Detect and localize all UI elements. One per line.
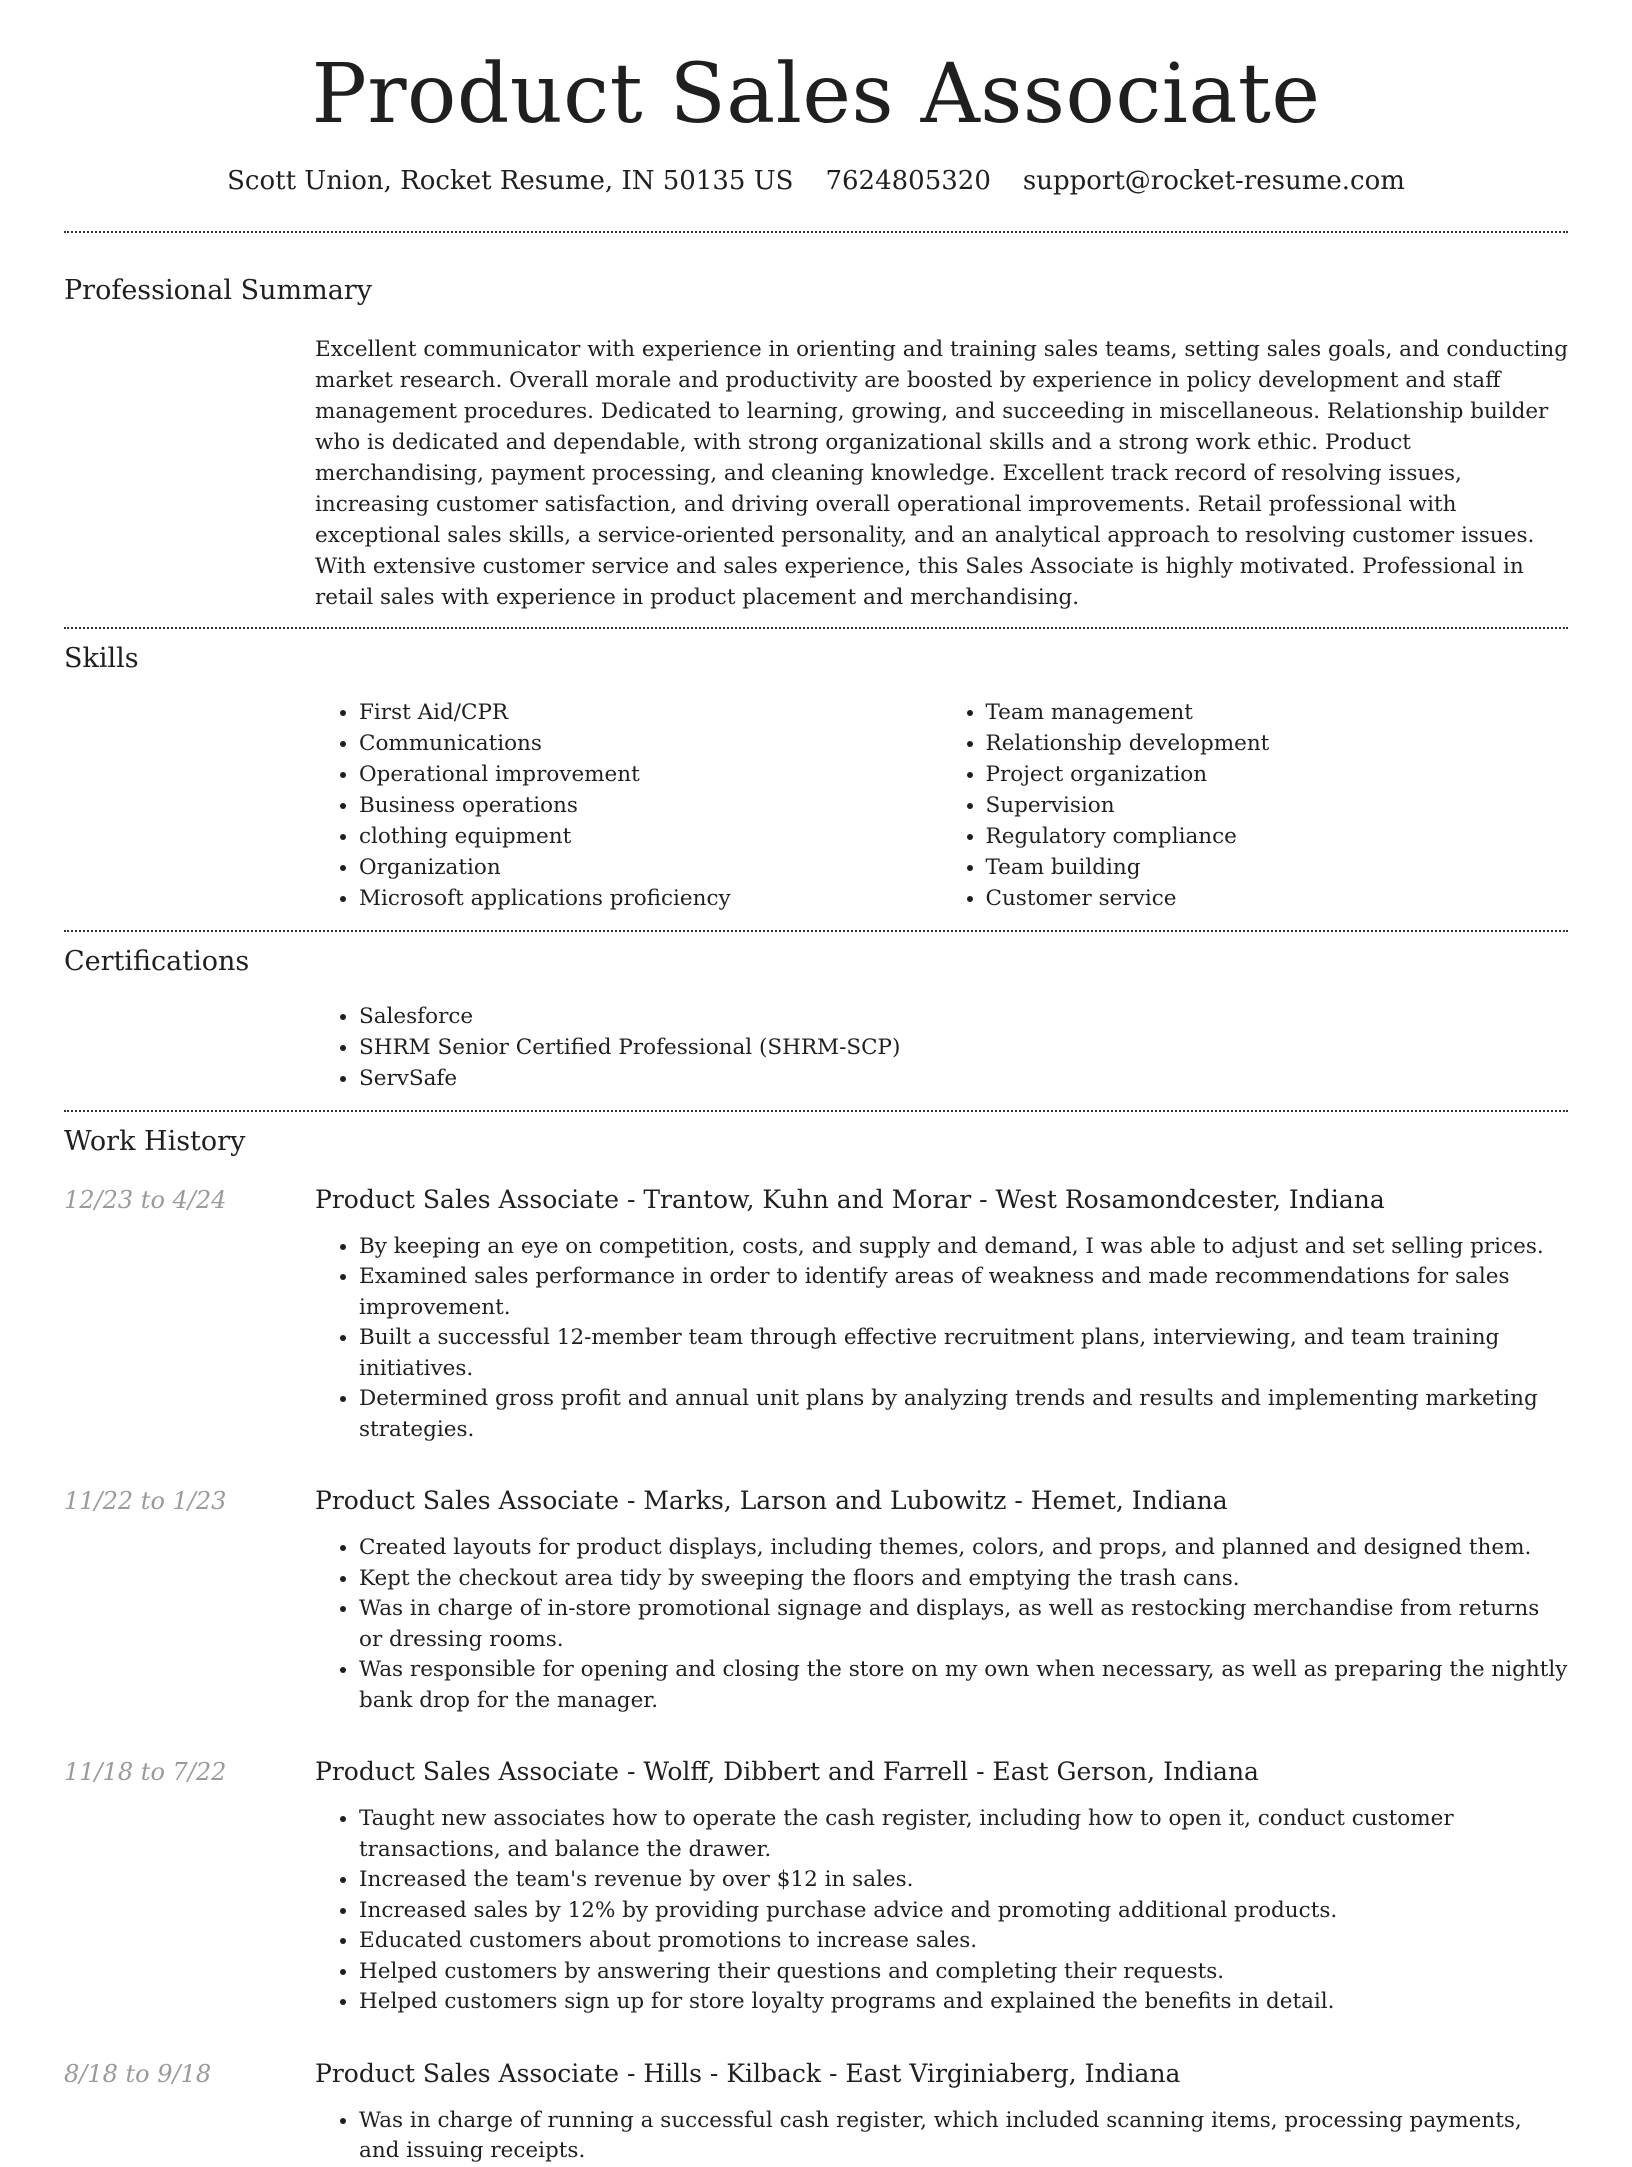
skills-section — [64, 629, 1568, 930]
work-history-title: Work History — [64, 1125, 246, 1157]
summary-section — [64, 233, 1568, 626]
job-bullet: • Taught new associates how to operate the cash register, including how to open it, conduct customer transactions, and balance the drawer. — [359, 1804, 1568, 1865]
skill-item: • Relationship development — [986, 728, 1569, 759]
skill-item: • Operational improvement — [359, 759, 942, 790]
resume-header — [64, 0, 1568, 197]
job-bullet: • Educated customers about promotions to increase sales. — [359, 1926, 1568, 1957]
skills-right-list — [942, 697, 1569, 914]
summary-text: Excellent communicator with experience in orienting and training sales teams, setting sales goals, and conducting market research. Overall morale and productivity are boosted by experience in policy development and staff management procedures. Dedicated to learning, growing, and succeeding in miscellaneous. Relationship builder who is dedicated and dependable, with strong organizational skills and a strong work ethic. Product merchandising, payment processing, and cleaning knowledge. Excellent track record of resolving issues, increasing customer satisfaction, and driving overall operational improvements. Retail professional with exceptional sales skills, a service-oriented personality, and an analytical approach to resolving customer issues. With extensive customer service and sales experience, this Sales Associate is highly motivated. Professional in retail sales with experience in product placement and merchandising. — [315, 336, 1568, 610]
job-entry — [64, 1485, 1568, 1716]
work-history-section — [64, 1112, 1568, 2167]
job-bullet: • Was in charge of in-store promotional signage and displays, as well as restocking merchandise from returns or dressing rooms. — [359, 1594, 1568, 1655]
certifications-title: Certifications — [64, 946, 250, 978]
job-bullets — [315, 1804, 1568, 2018]
job-dates: 11/22 to 1/23 — [64, 1487, 227, 1516]
job-bullet: • Built a successful 12-member team through effective recruitment plans, interviewing, and team training initiatives. — [359, 1323, 1568, 1384]
job-details — [315, 1184, 1568, 1446]
job-title: Product Sales Associate - Wolff, Dibbert and Farrell - East Gerson, Indiana — [315, 1757, 1259, 1787]
job-details — [315, 2058, 1568, 2167]
skill-item: • Team building — [986, 852, 1569, 883]
job-bullet: • Determined gross profit and annual unit plans by analyzing trends and results and implementing marketing strategies. — [359, 1384, 1568, 1445]
contact-address: Scott Union, Rocket Resume, IN 50135 US — [227, 166, 794, 197]
skill-item: • Team management — [986, 697, 1569, 728]
skill-item: • Regulatory compliance — [986, 821, 1569, 852]
contact-line — [64, 166, 1568, 197]
skill-item: • Organization — [359, 852, 942, 883]
job-dates: 11/18 to 7/22 — [64, 1758, 227, 1787]
job-dates: 8/18 to 9/18 — [64, 2059, 212, 2088]
job-title: Product Sales Associate - Trantow, Kuhn and Morar - West Rosamondcester, Indiana — [315, 1184, 1385, 1214]
job-bullets — [315, 1533, 1568, 1716]
job-details — [315, 1485, 1568, 1716]
skill-item: • Business operations — [359, 790, 942, 821]
skills-left-list — [315, 697, 942, 914]
job-bullet: • By keeping an eye on competition, costs, and supply and demand, I was able to adjust and set selling prices. — [359, 1232, 1568, 1263]
job-bullets — [315, 1232, 1568, 1446]
job-bullet: • Was responsible for opening and closing the store on my own when necessary, as well as preparing the nightly bank drop for the manager. — [359, 1655, 1568, 1716]
skills-columns — [315, 697, 1568, 914]
candidate-name: Product Sales Associate — [311, 47, 1321, 142]
job-details — [315, 1756, 1568, 2018]
certifications-list — [315, 1001, 1568, 1094]
job-title: Product Sales Associate - Hills - Kilback - East Virginiaberg, Indiana — [315, 2058, 1181, 2088]
contact-email: support@rocket-resume.com — [1022, 166, 1405, 197]
certification-item: • ServSafe — [359, 1063, 1568, 1094]
certification-item: • Salesforce — [359, 1001, 1568, 1032]
skill-item: • Communications — [359, 728, 942, 759]
job-bullet: • Helped customers sign up for store loyalty programs and explained the benefits in detail. — [359, 1987, 1568, 2018]
skills-title: Skills — [64, 642, 139, 674]
job-bullets — [315, 2106, 1568, 2167]
job-entry — [64, 2058, 1568, 2167]
skill-item: • Project organization — [986, 759, 1569, 790]
job-entry — [64, 1184, 1568, 1446]
certifications-body — [315, 1001, 1568, 1094]
job-bullet: • Was in charge of running a successful cash register, which included scanning items, processing payments, and issuing receipts. — [359, 2106, 1568, 2167]
job-bullet: • Examined sales performance in order to identify areas of weakness and made recommendations for sales improvement. — [359, 1262, 1568, 1323]
job-title: Product Sales Associate - Marks, Larson and Lubowitz - Hemet, Indiana — [315, 1486, 1228, 1516]
job-bullet: • Created layouts for product displays, including themes, colors, and props, and planned and designed them. — [359, 1533, 1568, 1564]
skill-item: • Supervision — [986, 790, 1569, 821]
job-bullet: • Kept the checkout area tidy by sweeping the floors and emptying the trash cans. — [359, 1564, 1568, 1595]
certifications-section — [64, 932, 1568, 1109]
certification-item: • SHRM Senior Certified Professional (SHRM-SCP) — [359, 1032, 1568, 1063]
job-bullet: • Increased sales by 12% by providing purchase advice and promoting additional products. — [359, 1896, 1568, 1927]
skill-item: • Microsoft applications proficiency — [359, 883, 942, 914]
skill-item: • Customer service — [986, 883, 1569, 914]
job-bullet: • Helped customers by answering their questions and completing their requests. — [359, 1957, 1568, 1988]
contact-phone: 7624805320 — [825, 166, 991, 197]
skill-item: • clothing equipment — [359, 821, 942, 852]
skill-item: • First Aid/CPR — [359, 697, 942, 728]
job-entry — [64, 1756, 1568, 2018]
summary-title: Professional Summary — [64, 275, 372, 307]
job-bullet: • Increased the team's revenue by over $12 in sales. — [359, 1865, 1568, 1896]
job-dates: 12/23 to 4/24 — [64, 1185, 227, 1214]
